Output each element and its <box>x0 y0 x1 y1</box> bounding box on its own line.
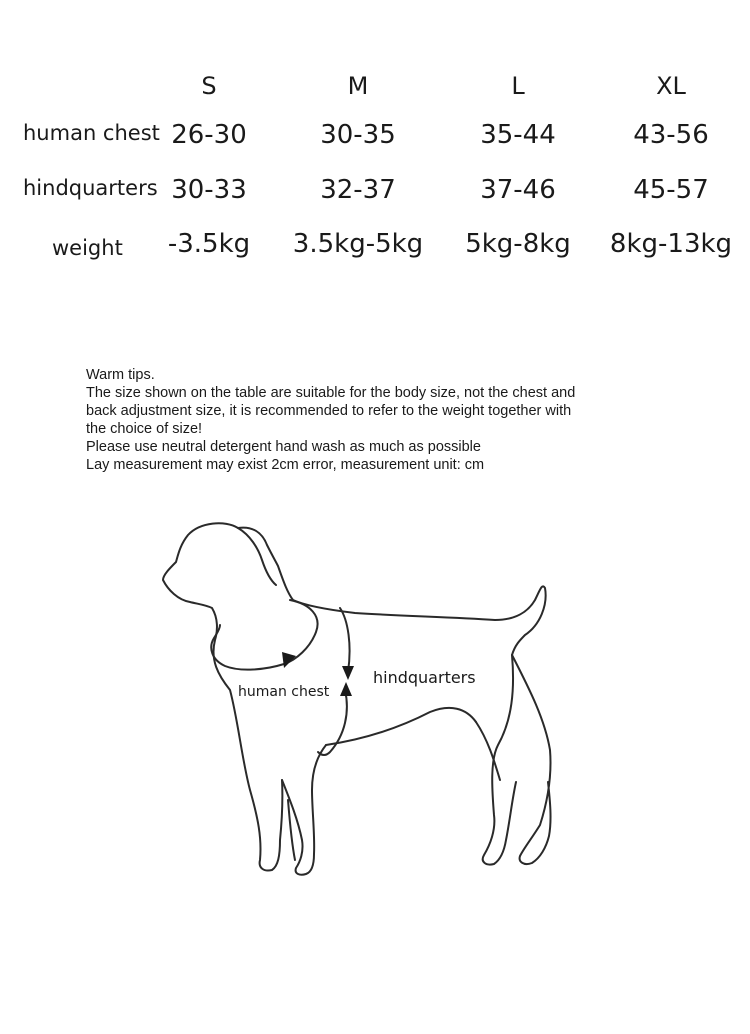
diagram-label-hindquarters: hindquarters <box>373 668 476 687</box>
tips-line-body-3: the choice of size! <box>86 421 203 437</box>
weight-xl-value: 8kg-13kg <box>609 229 733 259</box>
diagram-label-human-chest: human chest <box>238 684 330 700</box>
measurement-arrows-icon <box>0 500 750 890</box>
hind-s-value: 30-33 <box>171 175 247 205</box>
chest-s-value: 26-30 <box>171 120 247 150</box>
chest-m-value: 30-35 <box>320 120 396 150</box>
row-label-hindquarters: hindquarters <box>23 176 158 200</box>
size-header-m: M <box>347 72 369 100</box>
weight-l-value: 5kg-8kg <box>465 229 571 259</box>
chest-xl-value: 43-56 <box>633 120 709 150</box>
row-label-weight: weight <box>52 236 123 260</box>
weight-m-value: 3.5kg-5kg <box>292 229 424 259</box>
row-label-human-chest: human chest <box>23 121 160 145</box>
hindquarters-up-arrow-icon <box>340 682 352 696</box>
size-header-s: S <box>201 72 217 100</box>
tips-line-error: Lay measurement may exist 2cm error, measurement unit: cm <box>86 457 485 473</box>
tips-line-body-2: back adjustment size, it is recommended to refer to the weight together with <box>86 403 572 419</box>
size-header-xl: XL <box>656 72 686 100</box>
hind-xl-value: 45-57 <box>633 175 709 205</box>
size-header-l: L <box>511 72 525 100</box>
weight-s-value: -3.5kg <box>167 229 251 259</box>
dog-measurement-diagram <box>0 500 750 890</box>
hindquarters-down-arrow-icon <box>342 666 354 680</box>
chest-l-value: 35-44 <box>480 120 556 150</box>
hind-m-value: 32-37 <box>320 175 396 205</box>
chest-arrow-icon <box>282 652 296 668</box>
tips-line-body-1: The size shown on the table are suitable for the body size, not the chest and <box>86 385 576 401</box>
hind-l-value: 37-46 <box>480 175 556 205</box>
tips-line-wash: Please use neutral detergent hand wash as much as possible <box>86 439 481 455</box>
tips-line-title: Warm tips. <box>86 367 155 383</box>
warm-tips <box>86 366 686 474</box>
